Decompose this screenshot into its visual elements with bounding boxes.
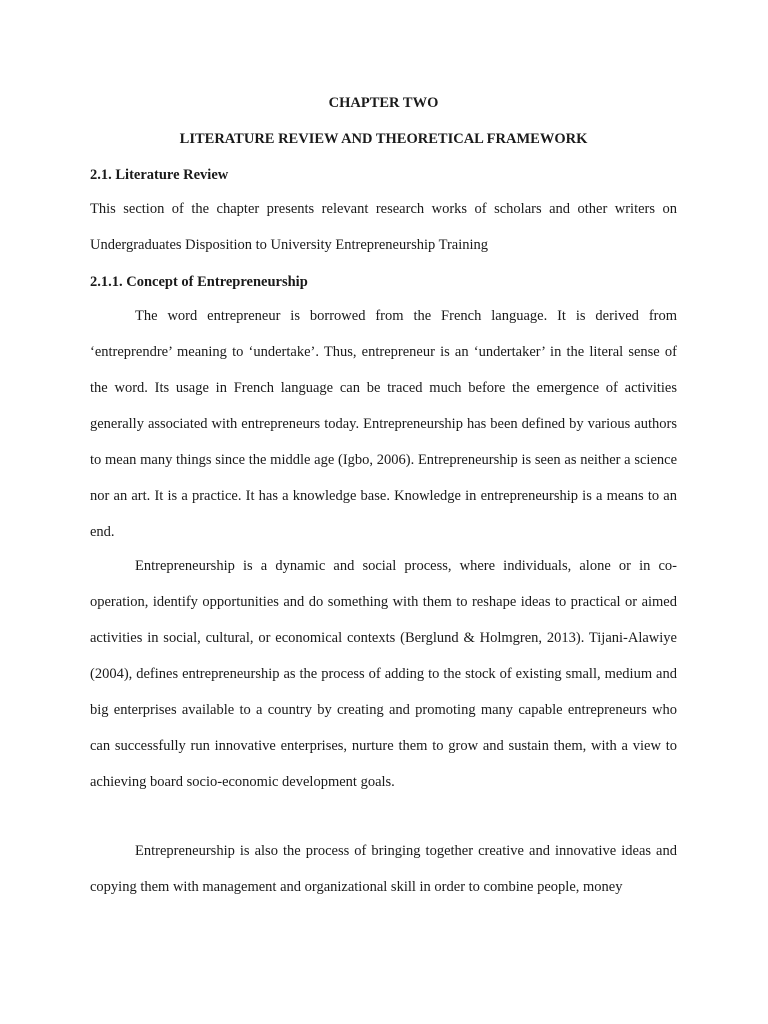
section-intro-paragraph: This section of the chapter presents relevant research works of scholars and other writers on Undergraduates Disposition to University Entrepreneurship Training <box>90 201 677 253</box>
chapter-title-heading: LITERATURE REVIEW AND THEORETICAL FRAMEWORK <box>179 131 588 147</box>
chapter-number-heading: CHAPTER TWO <box>328 95 439 111</box>
subsection-heading-concept: 2.1.1. Concept of Entrepreneurship <box>90 274 308 290</box>
body-paragraph: Entrepreneurship is also the process of bringing together creative and innovative ideas and copying them with management and organizational skill in order to combine people, money <box>90 843 677 895</box>
section-heading-literature-review: 2.1. Literature Review <box>90 167 229 183</box>
body-paragraph: The word entrepreneur is borrowed from the French language. It is derived from ‘entreprendre’ meaning to ‘undertake’. Thus, entrepreneur is an ‘undertaker’ in the literal sense of the word. Its usage in French language can be traced much before the emergence of activities generally associated with entrepreneurs today. Entrepreneurship has been defined by various authors to mean many things since the middle age (Igbo, 2006). Entrepreneurship is seen as neither a science nor an art. It is a practice. It has a knowledge base. Knowledge in entrepreneurship is a means to an end. <box>90 308 677 540</box>
body-paragraph: Entrepreneurship is a dynamic and social process, where individuals, alone or in co-operation, identify opportunities and do something with them to reshape ideas to practical or aimed activities in social, cultural, or economical contexts (Berglund & Holmgren, 2013). Tijani-Alawiye (2004), defines entrepreneurship as the process of adding to the stock of existing small, medium and big enterprises available to a country by creating and promoting many capable entrepreneurs who can successfully run innovative enterprises, nurture them to grow and sustain them, with a view to achieving board socio-economic development goals. <box>90 558 677 790</box>
